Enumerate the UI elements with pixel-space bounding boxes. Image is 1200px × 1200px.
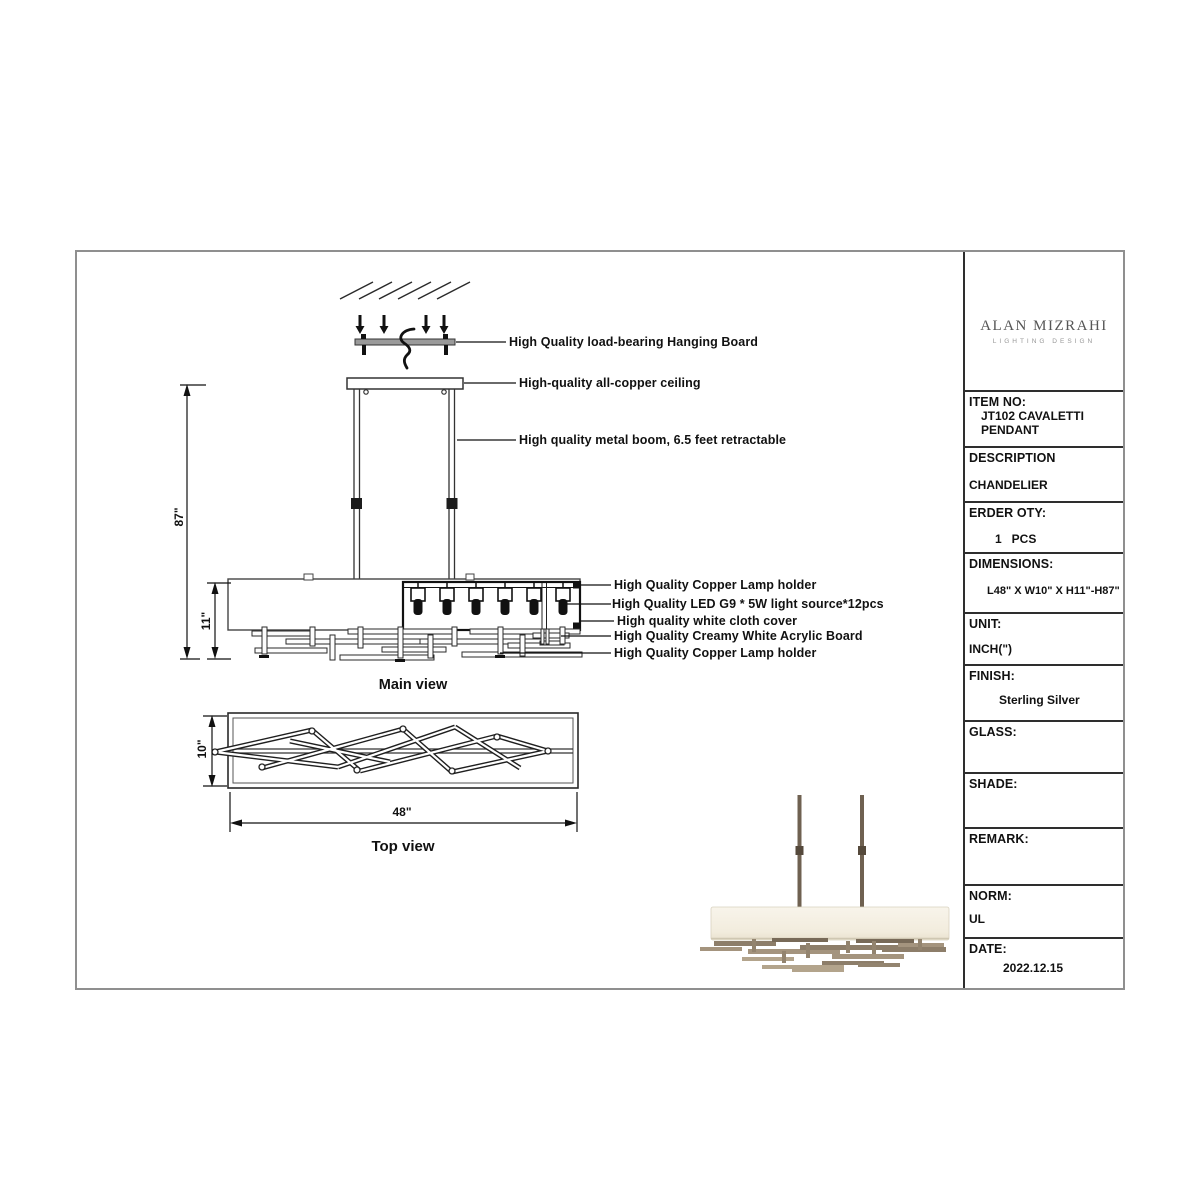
spec-panel [963, 252, 1123, 988]
callout-led: High Quality LED G9 * 5W light source*12pcs [612, 597, 884, 611]
photo-arm-sticks [700, 938, 946, 972]
spec-value-unit: INCH(") [969, 642, 1013, 656]
callout-hanging-board: High Quality load-bearing Hanging Board [509, 335, 759, 349]
spec-row-order-qty [965, 503, 1123, 554]
spec-row-remark [965, 829, 1123, 886]
spec-value-date: 2022.12.15 [1003, 961, 1064, 975]
top-view-frame [228, 713, 578, 788]
spec-label-norm: NORM: [969, 889, 1012, 903]
spec-row-date [965, 939, 1123, 988]
spec-value-description: CHANDELIER [969, 478, 1048, 492]
dim-length: 48" [392, 805, 412, 819]
spec-label-remark: REMARK: [969, 832, 1029, 846]
callout-cloth-cover: High quality white cloth cover [617, 614, 798, 628]
spec-label-date: DATE: [969, 942, 1007, 956]
spec-label-dimensions: DIMENSIONS: [969, 557, 1054, 571]
spec-label-finish: FINISH: [969, 669, 1015, 683]
brand-name: ALAN MIZRAHI [980, 318, 1108, 334]
spec-label-order-qty: ERDER OTY: [969, 506, 1047, 520]
spec-row-item-no [965, 392, 1123, 448]
spec-label-unit: UNIT: [969, 617, 1002, 631]
photo-shade [711, 907, 949, 940]
spec-value-item-no-1: JT102 CAVALETTI [981, 409, 1084, 423]
top-view-title: Top view [371, 838, 435, 855]
spec-label-glass: GLASS: [969, 725, 1017, 739]
callout-lamp-holder-top: High Quality Copper Lamp holder [614, 578, 817, 592]
spec-row-dimensions [965, 554, 1123, 614]
spec-row-description [965, 448, 1123, 503]
spec-row-shade [965, 774, 1123, 829]
shade-body [228, 574, 580, 630]
spec-label-shade: SHADE: [969, 777, 1018, 791]
ceiling-canopy [347, 378, 463, 394]
main-view-title: Main view [378, 677, 448, 693]
spec-value-item-no-2: PENDANT [981, 423, 1040, 437]
rod-connector [351, 498, 362, 509]
spec-row-norm [965, 886, 1123, 939]
spec-row-glass [965, 722, 1123, 774]
copper-arm-sticks [252, 627, 582, 662]
suspension-rods [351, 389, 458, 579]
spec-label-description: DESCRIPTION [969, 451, 1056, 465]
lamp-cutaway [403, 582, 580, 630]
brand-tagline: LIGHTING DESIGN [992, 338, 1096, 345]
spec-value-norm: UL [969, 912, 985, 926]
spec-row-finish [965, 666, 1123, 722]
callout-acrylic-board: High Quality Creamy White Acrylic Board [614, 629, 863, 643]
spec-row-unit [965, 614, 1123, 666]
callout-lamp-holder-bottom: High Quality Copper Lamp holder [614, 646, 817, 660]
callout-ceiling: High-quality all-copper ceiling [519, 376, 701, 390]
dim-total-height: 87" [172, 507, 186, 527]
mounting-arrows [356, 315, 449, 334]
spec-label-item-no: ITEM NO: [969, 395, 1027, 409]
callout-boom: High quality metal boom, 6.5 feet retractable [519, 433, 787, 447]
spec-value-order-qty: 1 PCS [995, 532, 1037, 546]
dim-top-width: 10" [195, 739, 209, 759]
cable-hook [401, 329, 414, 368]
dim-body-height: 11" [199, 611, 213, 631]
brand-logo [965, 252, 1123, 392]
spec-value-dimensions: L48" X W10" X H11"-H87" [987, 585, 1120, 597]
product-photo [700, 795, 949, 972]
ceiling-hatch [340, 282, 470, 299]
spec-value-finish: Sterling Silver [999, 693, 1080, 707]
rod-connector [447, 498, 458, 509]
hanging-board [355, 329, 455, 368]
